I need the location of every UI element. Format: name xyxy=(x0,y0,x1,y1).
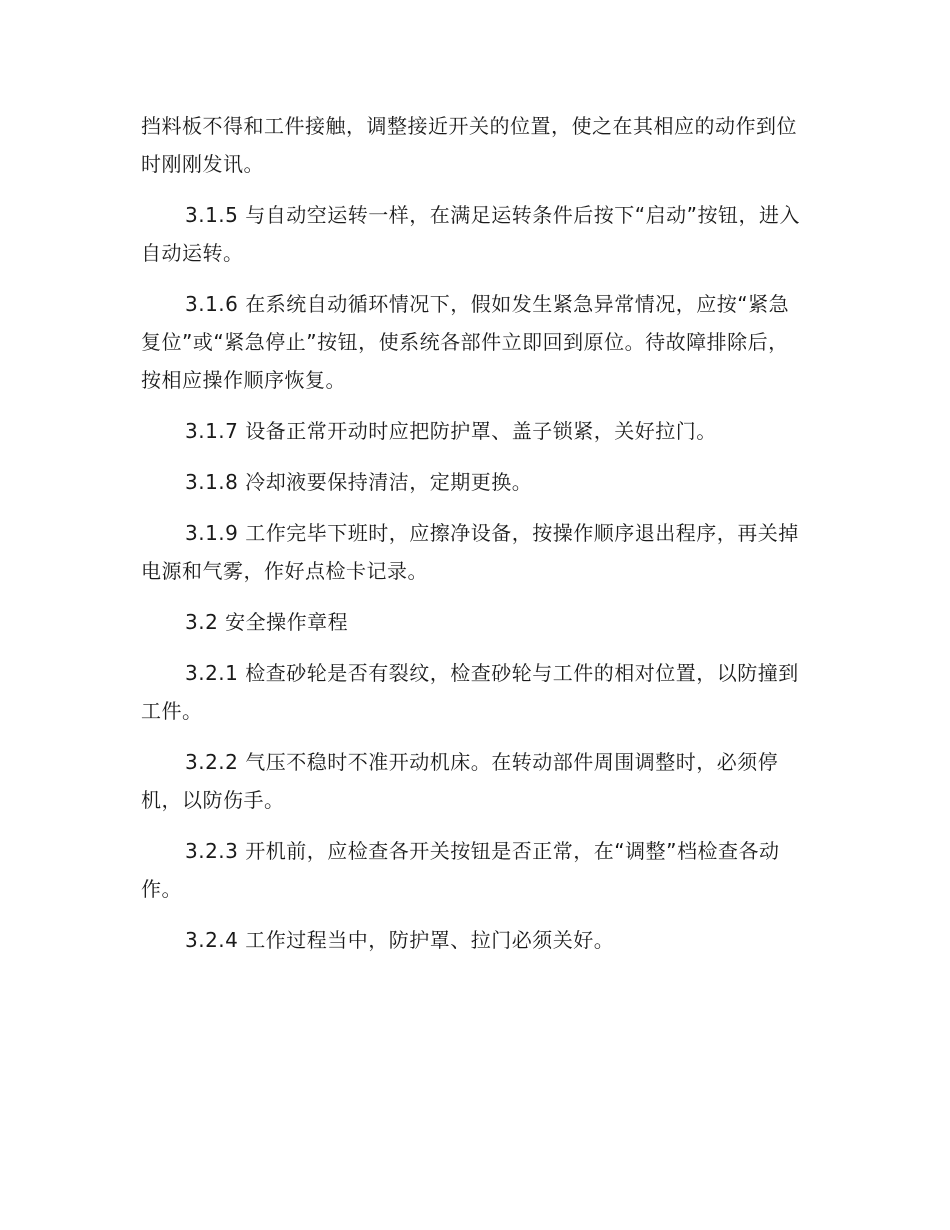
paragraph-3-2-2: 3.2.2 气压不稳时不准开动机床。在转动部件周围调整时，必须停机，以防伤手。 xyxy=(141,750,779,812)
paragraph-3-2-4: 3.2.4 工作过程当中，防护罩、拉门必须关好。 xyxy=(185,928,615,952)
paragraph-3-1-8: 3.1.8 冷却液要保持清洁，定期更换。 xyxy=(185,470,533,494)
paragraph-3-1-9: 3.1.9 工作完毕下班时，应擦净设备，按操作顺序退出程序，再关掉电源和气雾，作好点检卡记录。 xyxy=(141,521,799,583)
document-body xyxy=(141,107,801,972)
paragraph-3-2-3: 3.2.3 开机前，应检查各开关按钮是否正常，在“调整”档检查各动作。 xyxy=(141,839,780,901)
paragraph-3-1-7: 3.1.7 设备正常开动时应把防护罩、盖子锁紧，关好拉门。 xyxy=(185,419,717,443)
paragraph-3-2-1: 3.2.1 检查砂轮是否有裂纹，检查砂轮与工件的相对位置，以防撞到工件。 xyxy=(141,661,799,723)
paragraph-continuation: 挡料板不得和工件接触，调整接近开关的位置，使之在其相应的动作到位时刚刚发讯。 xyxy=(141,114,797,176)
paragraph-3-1-6: 3.1.6 在系统自动循环情况下，假如发生紧急异常情况，应按“紧急复位”或“紧急停止”按钮，使系统各部件立即回到原位。待故障排除后，按相应操作顺序恢复。 xyxy=(141,292,790,392)
paragraph-3-1-5: 3.1.5 与自动空运转一样，在满足运转条件后按下“启动”按钮，进入自动运转。 xyxy=(141,203,800,265)
section-heading-3-2: 3.2 安全操作章程 xyxy=(185,610,349,634)
